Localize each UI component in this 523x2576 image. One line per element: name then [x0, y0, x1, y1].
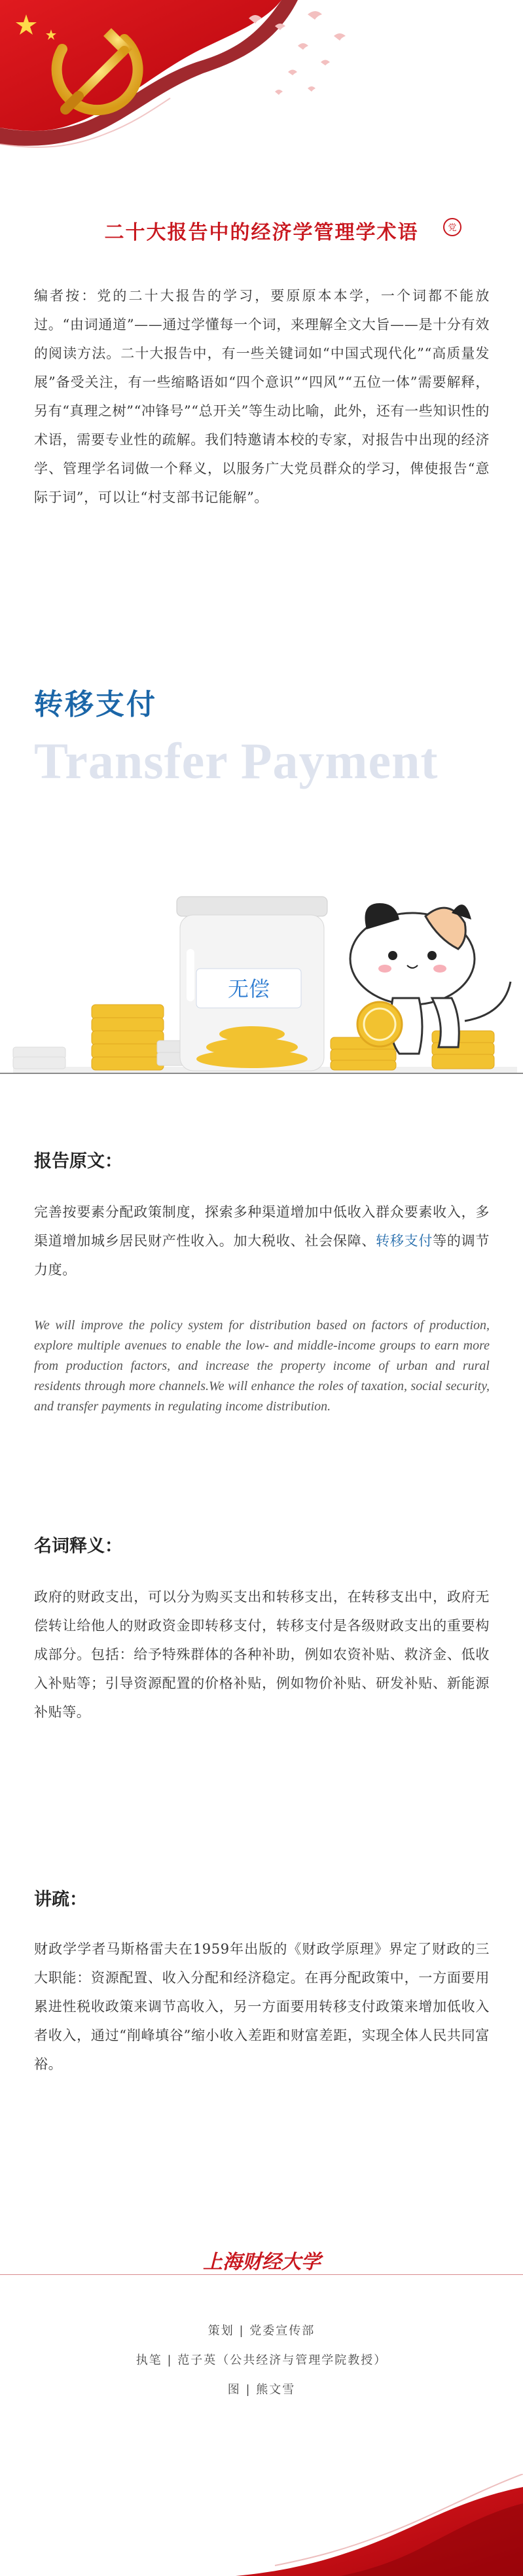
term-title-en: Transfer Payment — [34, 732, 439, 789]
section-heading-original: 报告原文： — [34, 1151, 122, 1172]
university-logo — [183, 2244, 340, 2278]
credit-illustrator: 图 | 熊文雪 — [227, 2383, 296, 2397]
original-text-part1: 完善按要素分配政策制度，探索多种渠道增加中低收入群众要素收入，多渠道增加城乡居民财产性收入。加大税收、社会保障、 — [34, 1204, 490, 1249]
credit-author: 执笔 | 范子英（公共经济与管理学院教授） — [135, 2353, 388, 2367]
coin-jar-icon — [177, 897, 327, 1071]
seal-text: 党 — [448, 223, 457, 233]
original-text-part2: 等的调节力度。 — [34, 1233, 490, 1278]
original-text-cn — [34, 1198, 490, 1284]
credit-planning: 策划 | 党委宣传部 — [207, 2324, 316, 2338]
section-heading-lecture: 讲疏： — [34, 1889, 87, 1910]
jar-label: 无偿 — [227, 976, 270, 1001]
original-text-en: We will improve the policy system for distribution based on factors of production, explore multiple avenues to enable the low- and middle-income groups to earn more from production factors, and increase the property income of urban and rural residents through more channels.We will enhance the roles of taxation, social security, and transfer payments in regulating income distribution. — [34, 1318, 490, 1414]
logo-text: 上海财经大学 — [203, 2251, 321, 2274]
party-seal-icon — [442, 217, 462, 237]
page-title: 二十大报告中的经济学管理学术语 — [104, 221, 419, 244]
transfer-payment-illustration — [0, 851, 523, 1073]
editor-note: 编者按：党的二十大报告的学习，要原原本本学，一个词都不能放过。“由词通道”——通过学懂每一个词，来理解全文大旨——是十分有效的阅读方法。二十大报告中，有一些关键词如“中国式现代化”“高质量发展”备受关注，有一些缩略语如“四个意识”“四风”“五位一体”需要解释，另有“真理之树”“冲锋号”“总开关”等生动比喻，此外，还有一些知识性的术语，需要专业性的疏解。我们特邀请本校的专家，对报告中出现的经济学、管理学名词做一个释义，以服务广大党员群众的学习，俾使报告“意际于词”，可以让“村支部书记能解”。 — [34, 288, 490, 505]
term-title-cn: 转移支付 — [34, 688, 157, 721]
lecture-text: 财政学学者马斯格雷夫在1959年出版的《财政学原理》界定了财政的三大职能：资源配置、收入分配和经济稳定。在再分配政策中，一方面要用累进性税收政策来调节高收入，另一方面要用转移支付政策来增加低收入者收入，通过“削峰填谷”缩小收入差距和财富差距，实现全体人民共同富裕。 — [34, 1941, 490, 2072]
section-heading-definition: 名词释义： — [34, 1536, 122, 1556]
definition-text: 政府的财政支出，可以分为购买支出和转移支出，在转移支出中，政府无偿转让给他人的财政资金即转移支付，转移支付是各级财政支出的重要构成部分。包括：给予特殊群体的各种补助，例如农资补贴、救济金、低收入补贴等；引导资源配置的价格补贴，例如物价补贴、研发补贴、新能源补贴等。 — [34, 1589, 490, 1720]
header-banner — [0, 0, 523, 151]
coin-stack-left-icon — [92, 1005, 164, 1070]
footer-flag-banner — [0, 2474, 523, 2576]
section-divider — [0, 1073, 523, 1074]
original-text-highlight: 转移支付 — [376, 1233, 433, 1249]
